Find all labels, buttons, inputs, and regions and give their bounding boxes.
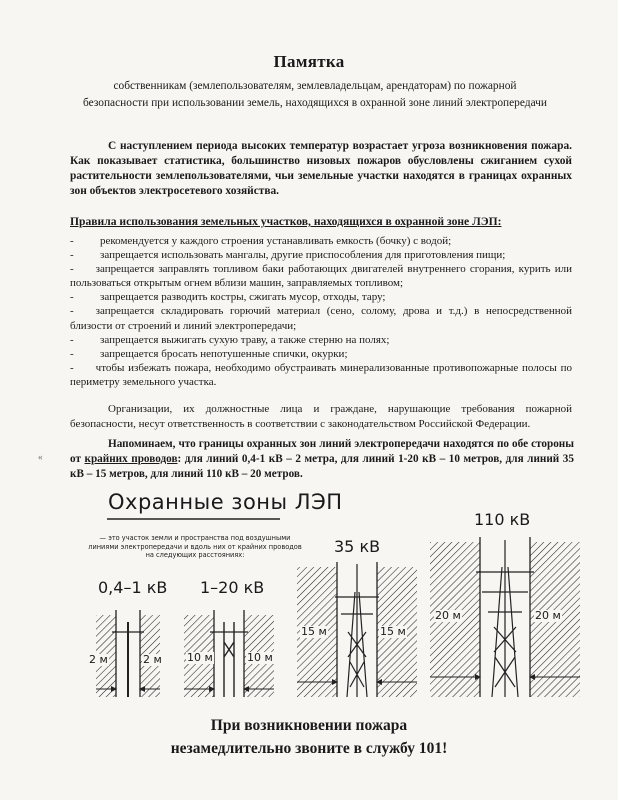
rule-item [70,262,572,290]
rule-dash: - [70,333,74,346]
rule-text: запрещается разводить костры, сжигать мусор, отходы, тару; [100,291,386,304]
diagram-note: — это участок земли и пространства под воздушными линиями электропередачи и вдоль них от крайних проводов на следующих расстояниях: [88,534,302,560]
rule-text: запрещается заправлять топливом баки работающих двигателей внутреннего сгорания, курить или пользоваться открытым огнем вблизи машин, заправляемых топливом; [70,263,572,290]
emergency-line-1: При возникновении пожара [210,717,408,734]
voltage-label: 110 кВ [474,510,531,529]
rule-item [70,248,572,262]
diagram-title: Охранные зоны ЛЭП [108,490,343,514]
rule-item [70,304,572,332]
page-subtitle: собственникам (землепользователям, землевладельцам, арендаторам) по пожарной безопасности при использовании земель, находящихся в охранной зоне линий электропередачи [82,80,547,109]
protection-zones-diagram [52,482,592,702]
reminder-text-end: : для линий 0,4-1 кВ – 2 метра, для линий 1-20 кВ – 10 метров, для линий 35 кВ – 15 метров, для линий 110 кВ – 20 метров. [70,453,574,480]
rule-item [70,290,572,304]
reminder-underlined: крайних проводов [84,453,178,465]
voltage-label: 35 кВ [334,537,381,556]
distance-label: 2 м [143,653,162,666]
scan-mark: « [38,452,43,462]
rule-dash: - [70,305,74,318]
distance-label: 10 м [247,651,273,664]
reminder-paragraph [70,437,574,482]
rule-item [70,333,572,347]
rule-dash: - [70,291,74,304]
reminder-text: Напоминаем, что границы охранных зон линий электропередачи находятся по обе стороны от [70,438,574,465]
rule-dash: - [70,263,74,276]
intro-paragraph: С наступлением периода высоких температур возрастает угроза возникновения пожара. Как показывает статистика, большинство низовых пожаров обусловлены сжиганием сухой растительности землепользователями, чьи земельные участки находятся в границах охранных зон объектов электросетевого хозяйства. [70,140,572,197]
emergency-line-2: незамедлительно звоните в службу 101! [170,740,448,757]
emergency-call-notice [0,714,618,760]
rule-dash: - [70,235,74,247]
distance-label: 15 м [301,625,327,638]
rule-text: рекомендуется у каждого строения устанавливать емкость (бочку) с водой; [100,235,452,247]
distance-label: 20 м [435,609,461,622]
rule-text: запрещается бросать непотушенные спички, окурки; [100,347,348,360]
rules-list [70,234,572,389]
distance-label: 10 м [187,651,213,664]
rule-dash: - [70,249,74,262]
rules-heading: Правила использования земельных участков, находящихся в охранной зоне ЛЭП: [70,215,502,228]
distance-label: 2 м [89,653,108,666]
distance-label: 20 м [535,609,561,622]
rule-text: запрещается складировать горючий материал (сено, солому, дрова и т.д.) в непосредственной близости от строений и линий электропередачи; [70,305,572,332]
rule-text: запрещается выжигать сухую траву, а также стерню на полях; [100,333,390,346]
voltage-label: 0,4–1 кВ [98,578,168,597]
rule-text: запрещается использовать мангалы, другие приспособления для приготовления пищи; [100,249,506,262]
responsibility-paragraph: Организации, их должностные лица и граждане, нарушающие требования пожарной безопасности, несут ответственность в соответствии с законодательством Российской Федерации. [70,403,572,430]
rule-item [70,347,572,361]
rule-item [70,361,572,389]
rule-dash: - [70,361,74,374]
rule-text: чтобы избежать пожара, необходимо обустраивать минерализованные противопожарные полосы по периметру земельного участка. [70,361,572,388]
rule-item [70,234,572,248]
voltage-label: 1–20 кВ [200,578,265,597]
rule-dash: - [70,347,74,360]
page-title: Памятка [273,52,345,71]
distance-label: 15 м [380,625,406,638]
